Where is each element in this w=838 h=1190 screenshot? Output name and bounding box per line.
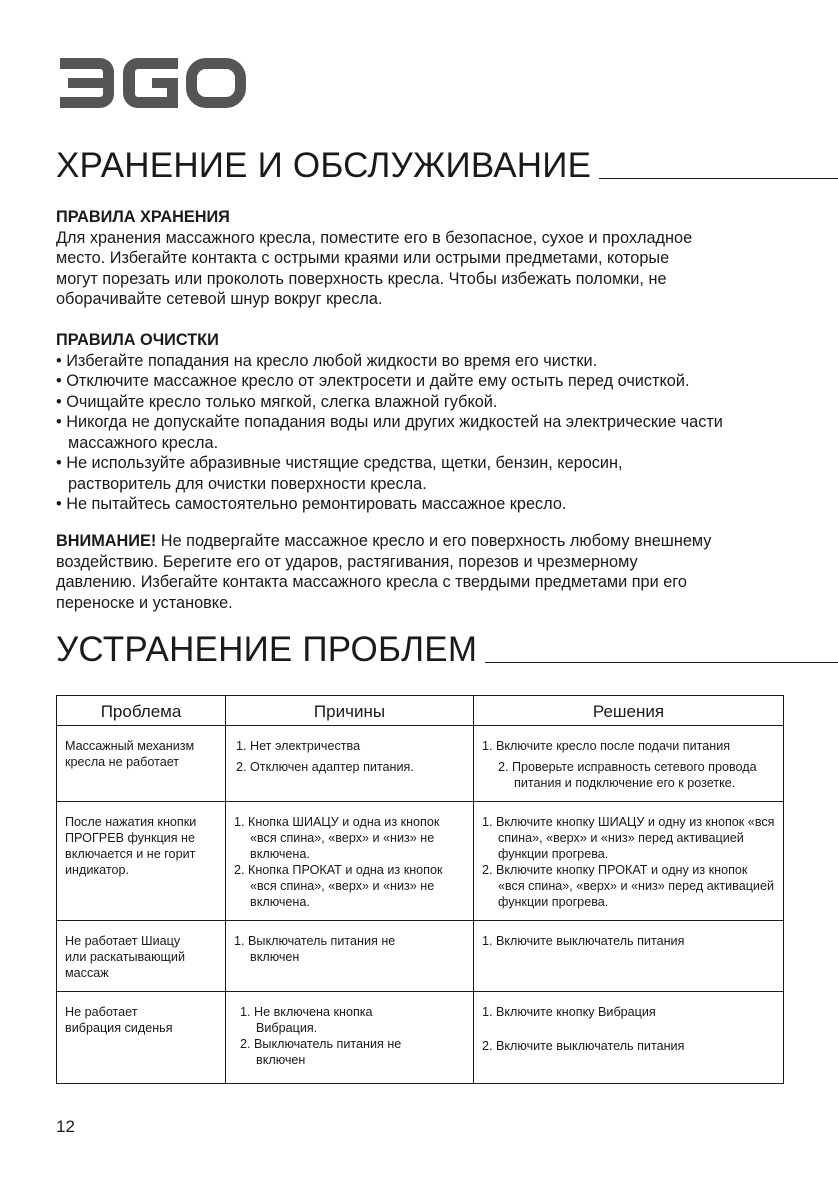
warning-line: давлению. Избегайте контакта массажного кресла с твердыми предметами при его	[56, 573, 687, 591]
table-header-row	[57, 696, 784, 726]
table-row	[57, 802, 784, 921]
table-row	[57, 992, 784, 1084]
solutions-cell	[474, 802, 784, 921]
header-problem: Проблема	[57, 696, 226, 726]
problem-line: включается и не горит	[65, 847, 196, 861]
troubleshooting-table	[56, 695, 784, 1084]
troubleshooting-title-text: УСТРАНЕНИЕ ПРОБЛЕМ	[56, 630, 478, 669]
storage-rules-line: Для хранения массажного кресла, поместите его в безопасное, сухое и прохладное	[56, 228, 693, 247]
title-rule	[599, 178, 838, 179]
list-item: • Никогда не допускайте попадания воды или других жидкостей на электрические части массажного кресла.	[56, 413, 723, 452]
cleaning-rules-heading: ПРАВИЛА ОЧИСТКИ	[56, 331, 219, 349]
cause-item: 1. Не включена кнопка Вибрация.	[240, 1005, 373, 1035]
solution-item: 2. Включите кнопку ПРОКАТ и одну из кнопок «вся спина», «верх» и «низ» перед активацией функции прогрева.	[482, 863, 775, 909]
header-solutions: Решения	[474, 696, 784, 726]
cleaning-rules-block	[56, 330, 826, 515]
warning-line: переноске и установке.	[56, 593, 233, 612]
troubleshooting-section-title	[56, 632, 838, 667]
table-row	[57, 921, 784, 992]
warning-text: Не подвергайте массажное кресло и его поверхность любому внешнему	[156, 532, 712, 550]
solution-item: 2. Включите выключатель питания	[482, 1039, 685, 1053]
solution-item: 2. Проверьте исправность сетевого провода питания и подключение его к розетке.	[498, 760, 757, 790]
problem-line: кресла не работает	[65, 755, 180, 769]
storage-title-text: ХРАНЕНИЕ И ОБСЛУЖИВАНИЕ	[56, 146, 592, 185]
warning-label: ВНИМАНИЕ!	[56, 532, 157, 550]
storage-rules-block	[56, 207, 826, 310]
problem-cell	[57, 921, 226, 992]
list-item: • Отключите массажное кресло от электросети и дайте ему остыть перед очисткой.	[56, 372, 690, 390]
cause-item: 1. Нет электричества	[236, 739, 361, 753]
problem-line: ПРОГРЕВ функция не	[65, 831, 195, 845]
problem-line: индикатор.	[65, 863, 130, 877]
storage-rules-line: могут порезать или проколоть поверхность кресла. Чтобы избежать поломки, не	[56, 269, 667, 288]
ego-logo	[56, 52, 248, 119]
title-rule	[485, 662, 838, 663]
problem-line: массаж	[65, 966, 109, 980]
solutions-cell	[474, 921, 784, 992]
cause-item: 1. Кнопка ШИАЦУ и одна из кнопок «вся спина», «верх» и «низ» не включена.	[234, 815, 440, 861]
table-row	[57, 726, 784, 802]
cleaning-rules-list	[56, 351, 826, 515]
page-number: 12	[56, 1117, 75, 1136]
ego-logo-icon	[56, 52, 248, 114]
problem-line: вибрация сиденья	[65, 1021, 173, 1035]
solutions-cell	[474, 726, 784, 802]
solutions-cell	[474, 992, 784, 1084]
solution-item: 1. Включите кнопку Вибрация	[482, 1005, 656, 1019]
solution-item: 1. Включите выключатель питания	[482, 934, 685, 948]
problem-cell	[57, 726, 226, 802]
causes-cell	[226, 992, 474, 1084]
storage-rules-line: место. Избегайте контакта с острыми краями или острыми предметами, которые	[56, 249, 670, 267]
list-item: • Не используйте абразивные чистящие средства, щетки, бензин, керосин, растворитель для очистки поверхности кресла.	[56, 454, 623, 493]
storage-rules-heading: ПРАВИЛА ХРАНЕНИЯ	[56, 208, 230, 226]
causes-cell	[226, 921, 474, 992]
solution-item: 1. Включите кнопку ШИАЦУ и одну из кнопок «вся спина», «верх» и «низ» перед активацией функции прогрева.	[482, 815, 775, 861]
problem-line: Массажный механизм	[65, 739, 195, 753]
causes-cell	[226, 802, 474, 921]
cause-item: 2. Отключен адаптер питания.	[236, 760, 414, 774]
problem-line: После нажатия кнопки	[65, 815, 197, 829]
list-item: • Очищайте кресло только мягкой, слегка влажной губкой.	[56, 392, 498, 411]
warning-block	[56, 531, 826, 613]
cause-item: 2. Выключатель питания не включен	[240, 1037, 402, 1067]
warning-line: воздействию. Берегите его от ударов, растягивания, порезов и чрезмерному	[56, 552, 638, 571]
problem-line: Не работает	[65, 1005, 138, 1019]
cause-item: 1. Выключатель питания не включен	[234, 934, 396, 964]
causes-cell	[226, 726, 474, 802]
problem-line: Не работает Шиацу	[65, 934, 181, 948]
header-causes: Причины	[226, 696, 474, 726]
list-item: • Избегайте попадания на кресло любой жидкости во время его чистки.	[56, 351, 598, 370]
solution-item: 1. Включите кресло после подачи питания	[482, 739, 731, 753]
problem-cell	[57, 802, 226, 921]
warning-first-line	[56, 531, 826, 552]
problem-line: или раскатывающий	[65, 950, 185, 964]
storage-section-title	[56, 148, 838, 183]
logo-text: ЭGO	[56, 52, 59, 53]
problem-cell	[57, 992, 226, 1084]
cause-item: 2. Кнопка ПРОКАТ и одна из кнопок «вся спина», «верх» и «низ» не включена.	[234, 863, 443, 909]
storage-rules-line: оборачивайте сетевой шнур вокруг кресла.	[56, 290, 383, 308]
list-item: • Не пытайтесь самостоятельно ремонтировать массажное кресло.	[56, 495, 567, 513]
